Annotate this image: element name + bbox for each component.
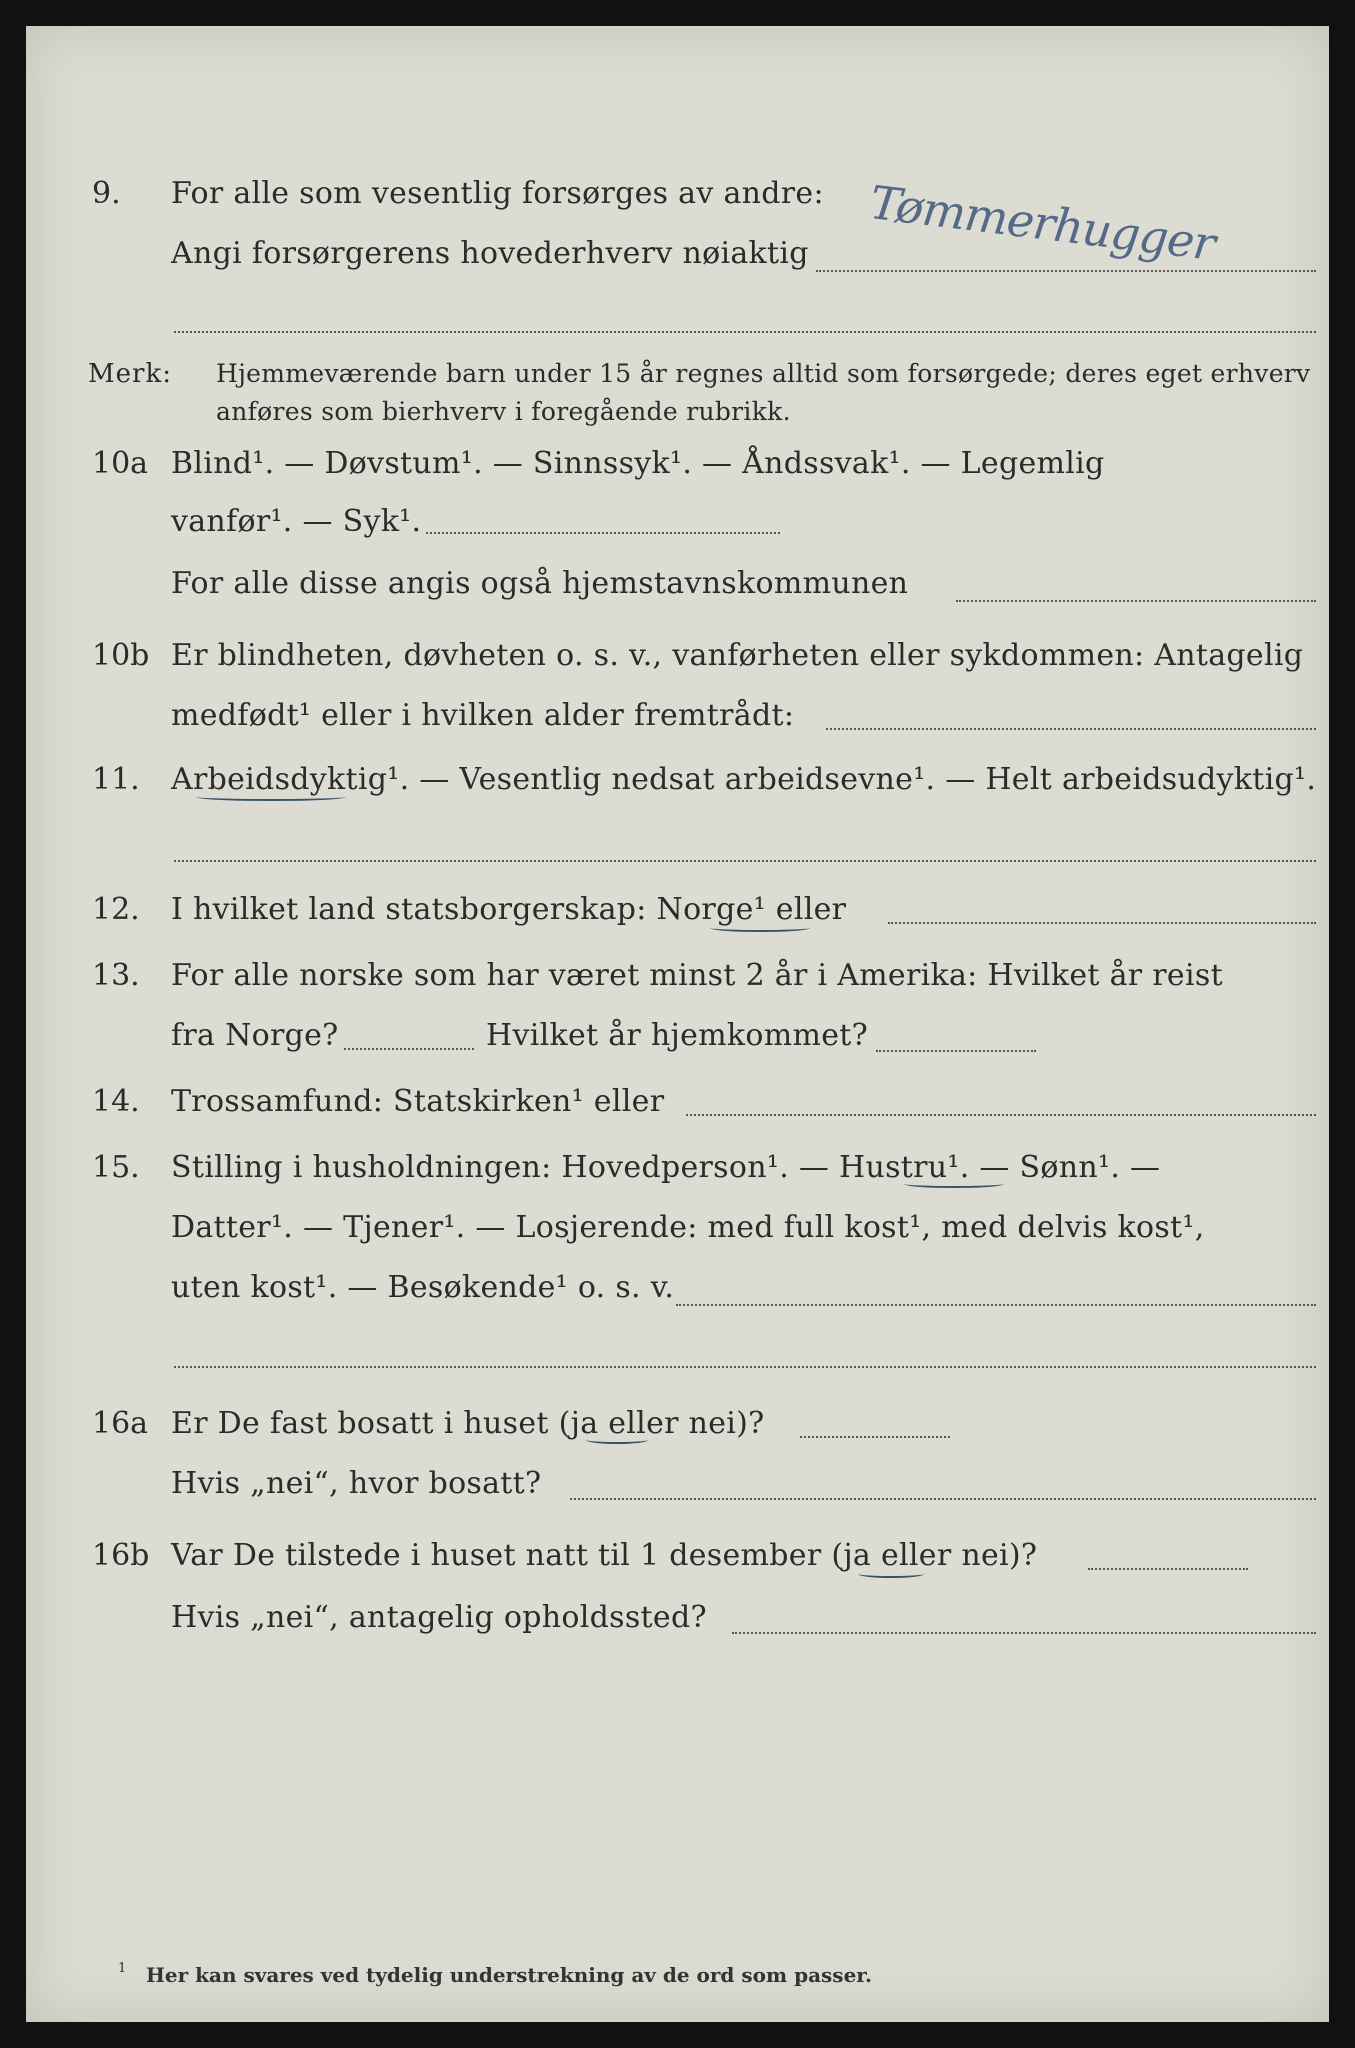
q13-number: 13. [92,958,140,993]
q16a-dotted-line-2 [570,1498,1316,1500]
q16b-ja-underline [858,1570,924,1578]
q15-text-1: Stilling i husholdningen: Hovedperson¹. — Hustru¹. — Sønn¹. — [171,1150,1161,1185]
q16b-dotted-line-1 [1088,1568,1248,1570]
q10a-line2 [26,500,1329,544]
q9-number: 9. [92,176,121,211]
q13-text-1: For alle norske som har været minst 2 år i Amerika: Hvilket år reist [171,958,1223,993]
q10a-number: 10a [92,446,149,481]
q14-number: 14. [92,1084,140,1119]
q11-arbeidsdyktig-underline [196,793,346,801]
q9-handwritten-answer: Tømmerhugger [867,175,1218,271]
q15-blank-dotted-line [174,1366,1316,1368]
q11-blank-dotted-line [174,860,1316,862]
q10a-text-3: For alle disse angis også hjemstavnskommunen [171,566,909,601]
merk-text-1: Hjemmeværende barn under 15 år regnes alltid som forsørgede; deres eget erhverv [216,359,1311,388]
q16a-number: 16a [92,1406,149,1441]
q14-text-1: Trossamfund: Statskirken¹ eller [171,1084,665,1119]
q16b-number: 16b [92,1538,150,1573]
q10b-text-2: medfødt¹ eller i hvilken alder fremtrådt: [171,698,795,733]
q16b-text-1: Var De tilstede i huset natt til 1 desember (ja eller nei)? [171,1538,1038,1573]
q12-dotted-line [888,922,1316,924]
q16a-text-1: Er De fast bosatt i huset (ja eller nei)? [171,1406,765,1441]
q13-reist-dotted-line [344,1048,474,1050]
q14-line1 [26,1080,1329,1124]
q13-text-2b: Hvilket år hjemkommet? [486,1018,869,1053]
footnote-mark: 1 [118,1961,127,1976]
q15-text-3: uten kost¹. — Besøkende¹ o. s. v. [171,1270,675,1305]
q16b-text-2: Hvis „nei“, antagelig opholdssted? [171,1600,707,1635]
q10a-text-1: Blind¹. — Døvstum¹. — Sinnssyk¹. — Åndssvak¹. — Legemlig [171,446,1105,481]
q10a-line1 [26,442,1329,486]
q13-hjemkommet-dotted-line [876,1050,1036,1052]
q16b-dotted-line-2 [732,1632,1316,1634]
q16b-line1 [26,1534,1329,1578]
q16a-line1 [26,1402,1329,1446]
q15-hustru-underline [904,1180,1004,1188]
q12-number: 12. [92,892,140,927]
footnote-text: Her kan svares ved tydelig understrekning av de ord som passer. [146,1963,872,1987]
q16a-dotted-line-1 [800,1436,950,1438]
q15-line2 [26,1206,1329,1250]
q15-dotted-line [676,1304,1316,1306]
q13-text-2a: fra Norge? [171,1018,339,1053]
q12-norge-underline [710,924,810,932]
q12-line1 [26,888,1329,932]
q15-line1 [26,1146,1329,1190]
q10b-dotted-line [826,728,1316,730]
q10b-line2 [26,694,1329,738]
q16a-ja-underline [586,1436,648,1444]
q16a-text-2: Hvis „nei“, hvor bosatt? [171,1466,542,1501]
q14-dotted-line [686,1114,1316,1116]
q12-text-1: I hvilket land statsborgerskap: Norge¹ eller [171,892,847,927]
merk-label: Merk: [88,359,172,389]
q10a-hjemstavn-dotted-line [956,600,1316,602]
q10b-number: 10b [92,638,150,673]
q10a-text-2: vanfør¹. — Syk¹. [171,504,422,539]
q15-text-2: Datter¹. — Tjener¹. — Losjerende: med full kost¹, med delvis kost¹, [171,1210,1205,1245]
census-form-page [26,26,1329,2022]
q15-number: 15. [92,1150,140,1185]
q10a-syk-dotted-line [426,532,780,534]
q11-text-1: Arbeidsdyktig¹. — Vesentlig nedsat arbeidsevne¹. — Helt arbeidsudyktig¹. [171,762,1317,797]
q9-text-2: Angi forsørgerens hovederhverv nøiaktig [171,236,809,271]
merk-line2 [26,390,1329,434]
q13-line1 [26,954,1329,998]
q9-blank-dotted-line [174,331,1316,333]
q11-number: 11. [92,762,140,797]
q10b-text-1: Er blindheten, døvheten o. s. v., vanførheten eller sykdommen: Antagelig [171,638,1304,673]
q9-text-1: For alle som vesentlig forsørges av andre: [171,176,824,211]
q13-line2 [26,1014,1329,1058]
q9-answer-dotted-line [816,270,1316,272]
merk-text-2: anføres som bierhverv i foregående rubrikk. [216,397,791,426]
q10b-line1 [26,634,1329,678]
